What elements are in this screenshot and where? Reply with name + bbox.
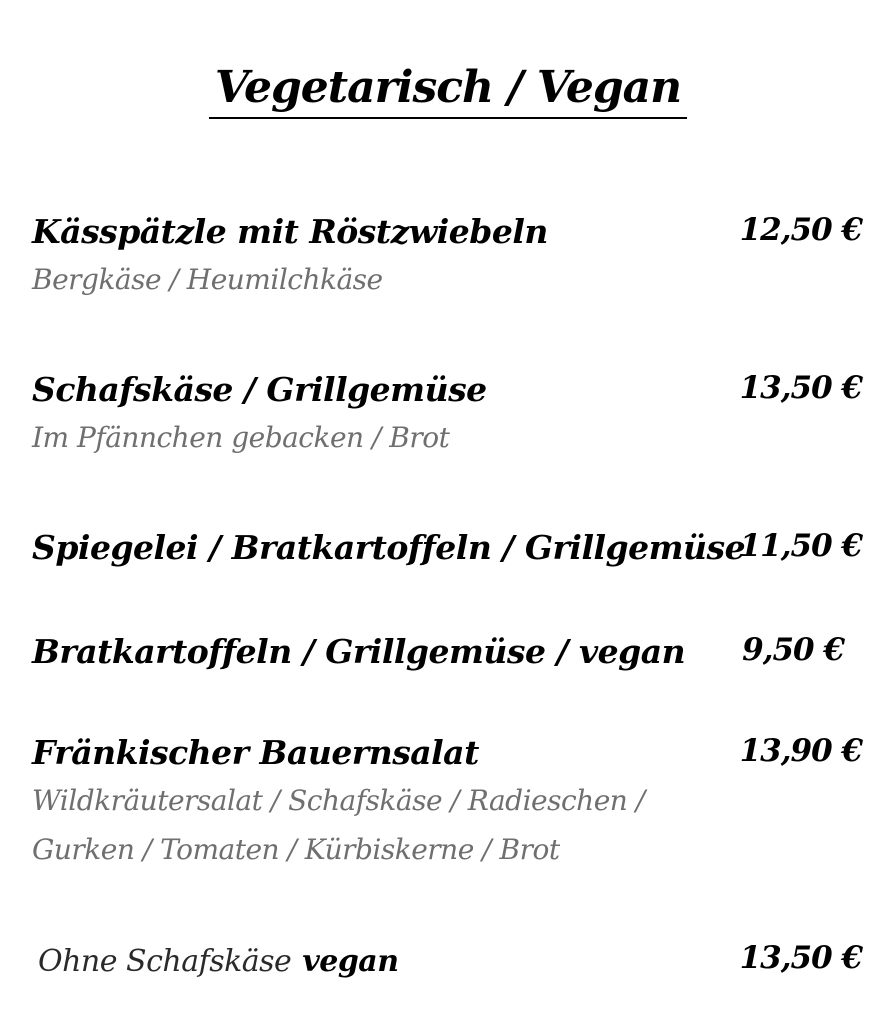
menu-item-description-line-1: Wildkräutersalat / Schafskäse / Radieschen / xyxy=(32,784,645,817)
menu-item-price: 13,50 € xyxy=(739,370,862,406)
menu-item-price: 13,50 € xyxy=(739,940,862,976)
menu-item-name-plain: Ohne Schafskäse xyxy=(38,944,292,979)
menu-item xyxy=(32,370,862,454)
menu-item xyxy=(32,528,862,567)
page-title-text: Vegetarisch / Vegan xyxy=(209,62,687,119)
menu-item-description: Bergkäse / Heumilchkäse xyxy=(32,263,383,296)
menu-item-name xyxy=(38,940,862,979)
menu-item xyxy=(38,940,862,979)
menu-item-name-bold: vegan xyxy=(302,944,399,979)
menu-item-price: 9,50 € xyxy=(742,632,844,668)
menu-item-name: Bratkartoffeln / Grillgemüse / vegan xyxy=(32,632,686,671)
menu-item-price: 13,90 € xyxy=(739,733,862,769)
menu-item-price: 11,50 € xyxy=(739,528,862,564)
menu-item xyxy=(32,632,862,671)
page-title xyxy=(0,62,896,119)
menu-item-description-line-2: Gurken / Tomaten / Kürbiskerne / Brot xyxy=(32,833,560,866)
menu-item-name: Kässpätzle mit Röstzwiebeln xyxy=(32,212,548,251)
menu-item-name: Spiegelei / Bratkartoffeln / Grillgemüse xyxy=(32,528,746,567)
menu-item-name: Schafskäse / Grillgemüse xyxy=(32,370,487,409)
menu-item-price: 12,50 € xyxy=(739,212,862,248)
menu-item xyxy=(32,212,862,296)
menu-item xyxy=(32,733,862,866)
menu-item-description: Im Pfännchen gebacken / Brot xyxy=(32,421,450,454)
menu-item-name: Fränkischer Bauernsalat xyxy=(32,733,479,772)
